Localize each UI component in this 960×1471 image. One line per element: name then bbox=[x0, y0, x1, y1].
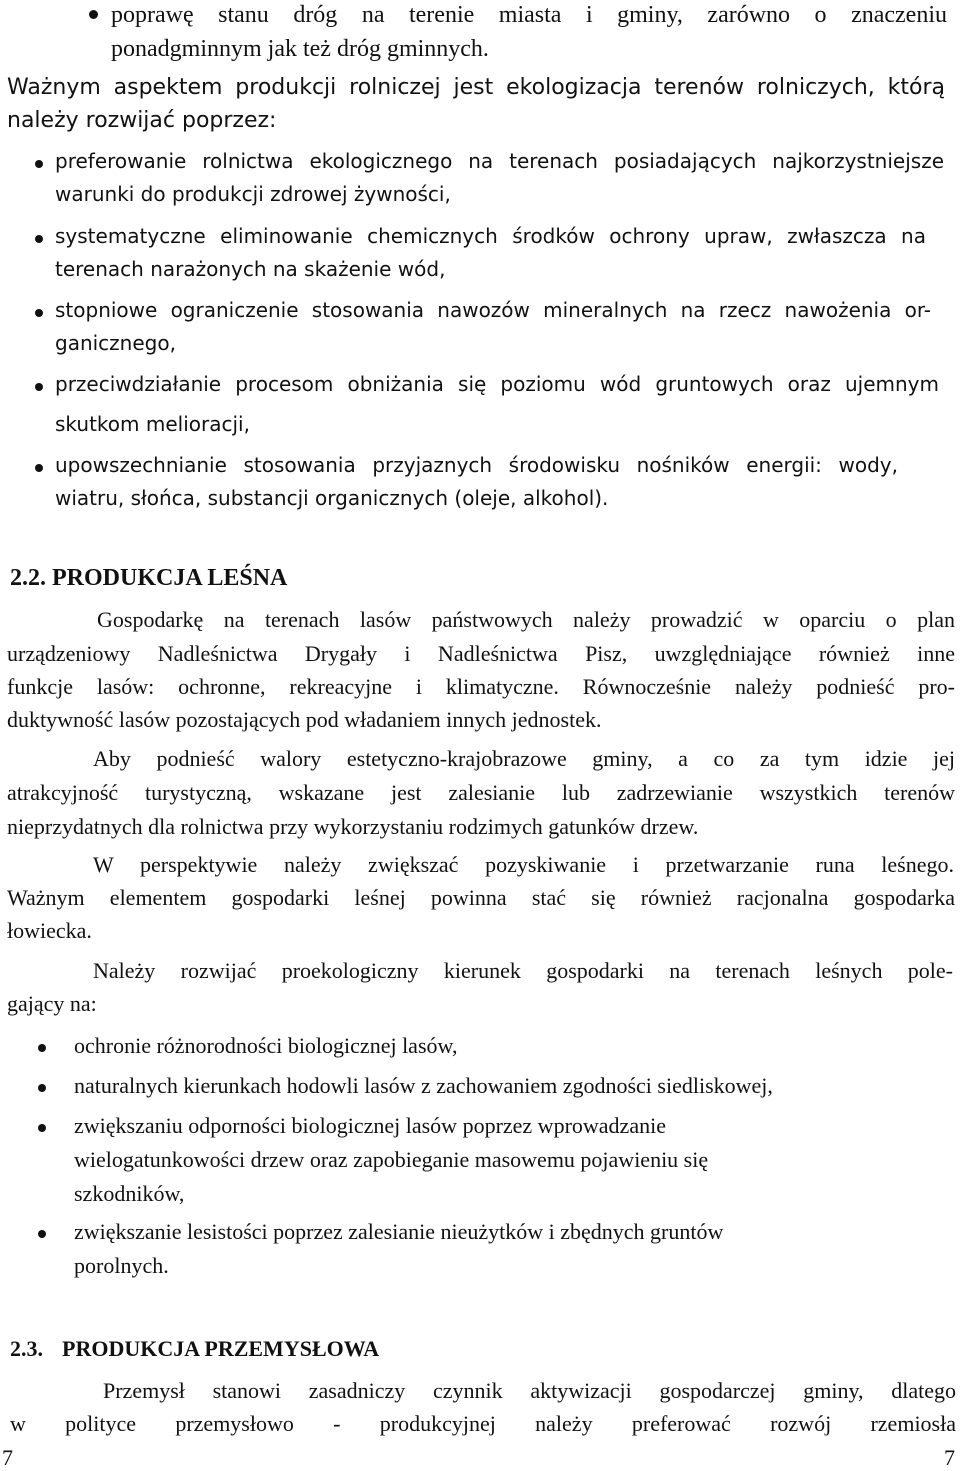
paragraph-line: nieprzydatnych dla rolnictwa przy wykorzystaniu rodzimych gatunków drzew. bbox=[7, 814, 699, 839]
list-item-line: ochronie różnorodności biologicznej lasów, bbox=[74, 1033, 458, 1058]
section-heading-title: PRODUKCJA PRZEMYSŁOWA bbox=[62, 1336, 380, 1361]
page-number-right: 7 bbox=[944, 1445, 955, 1470]
list-item-line: przeciwdziałanie procesom obniżania się poziomu wód gruntowych oraz ujemnym bbox=[55, 372, 939, 396]
list-item-line: zwiększaniu odporności biologicznej lasów poprzez wprowadzanie bbox=[74, 1113, 666, 1138]
paragraph-line: Należy rozwijać proekologiczny kierunek gospodarki na terenach leśnych pole- bbox=[93, 958, 953, 983]
paragraph-line: Ważnym aspektem produkcji rolniczej jest ekologizacja terenów rolniczych, którą bbox=[7, 75, 945, 100]
section-heading-number: 2.3. bbox=[10, 1336, 43, 1361]
paragraph-line: funkcje lasów: ochronne, rekreacyjne i klimatyczne. Równocześnie należy podnieść pro- bbox=[7, 674, 955, 699]
paragraph-line: gający na: bbox=[7, 991, 97, 1016]
list-item-line: ponadgminnym jak też dróg gminnych. bbox=[111, 36, 489, 62]
paragraph-line: urządzeniowy Nadleśnictwa Drygały i Nadleśnictwa Pisz, uwzględniające również inne bbox=[7, 641, 955, 666]
list-item-line: systematyczne eliminowanie chemicznych środków ochrony upraw, zwłaszcza na bbox=[55, 224, 926, 248]
paragraph-line: Gospodarkę na terenach lasów państwowych należy prowadzić w oparciu o plan bbox=[97, 607, 955, 632]
list-item-line: ganicznego, bbox=[55, 331, 176, 355]
bullet-icon bbox=[35, 160, 43, 168]
list-item-line: warunki do produkcji zdrowej żywności, bbox=[55, 182, 451, 206]
bullet-icon bbox=[35, 309, 43, 317]
list-item-line: wiatru, słońca, substancji organicznych (oleje, alkohol). bbox=[55, 486, 609, 510]
paragraph-line: duktywność lasów pozostających pod władaniem innych jednostek. bbox=[7, 707, 602, 732]
bullet-icon bbox=[38, 1084, 46, 1092]
section-heading-2-2: 2.2. PRODUKCJA LEŚNA bbox=[10, 565, 288, 591]
paragraph-line: Ważnym elementem gospodarki leśnej powinna stać się również racjonalna gospodarka bbox=[7, 885, 955, 910]
bullet-icon bbox=[38, 1044, 46, 1052]
bullet-icon bbox=[35, 464, 43, 472]
paragraph-line: w polityce przemysłowo - produkcyjnej należy preferować rozwój rzemiosła bbox=[10, 1411, 956, 1436]
bullet-icon bbox=[89, 10, 98, 19]
page-number-left: 7 bbox=[2, 1445, 13, 1470]
bullet-icon bbox=[38, 1230, 46, 1238]
paragraph-line: W perspektywie należy zwiększać pozyskiwanie i przetwarzanie runa leśnego. bbox=[93, 852, 954, 877]
bullet-icon bbox=[38, 1124, 46, 1132]
list-item-line: szkodników, bbox=[74, 1181, 185, 1206]
list-item-line: porolnych. bbox=[74, 1253, 169, 1278]
paragraph-line: Aby podnieść walory estetyczno-krajobrazowe gminy, a co za tym idzie jej bbox=[93, 746, 955, 771]
list-item-line: upowszechnianie stosowania przyjaznych środowisku nośników energii: wody, bbox=[55, 453, 898, 477]
paragraph-line: Przemysł stanowi zasadniczy czynnik aktywizacji gospodarczej gminy, dlatego bbox=[103, 1378, 956, 1403]
list-item-line: preferowanie rolnictwa ekologicznego na terenach posiadających najkorzystniejsze bbox=[55, 149, 944, 173]
list-item-line: terenach narażonych na skażenie wód, bbox=[55, 257, 446, 281]
paragraph-line: atrakcyjność turystyczną, wskazane jest zalesianie lub zadrzewianie wszystkich terenów bbox=[7, 780, 955, 805]
list-item-line: wielogatunkowości drzew oraz zapobieganie masowemu pojawieniu się bbox=[74, 1147, 709, 1172]
list-item-line: zwiększanie lesistości poprzez zalesianie nieużytków i zbędnych gruntów bbox=[74, 1219, 724, 1244]
list-item-line: poprawę stanu dróg na terenie miasta i gminy, zarówno o znaczeniu bbox=[111, 2, 947, 28]
bullet-icon bbox=[35, 235, 43, 243]
list-item-line: skutkom melioracji, bbox=[55, 412, 250, 436]
bullet-icon bbox=[35, 383, 43, 391]
list-item-line: naturalnych kierunkach hodowli lasów z zachowaniem zgodności siedliskowej, bbox=[74, 1073, 773, 1098]
paragraph-line: należy rozwijać poprzez: bbox=[7, 108, 277, 133]
paragraph-line: łowiecka. bbox=[7, 918, 92, 943]
list-item-line: stopniowe ograniczenie stosowania nawozów mineralnych na rzecz nawożenia or- bbox=[55, 298, 931, 322]
